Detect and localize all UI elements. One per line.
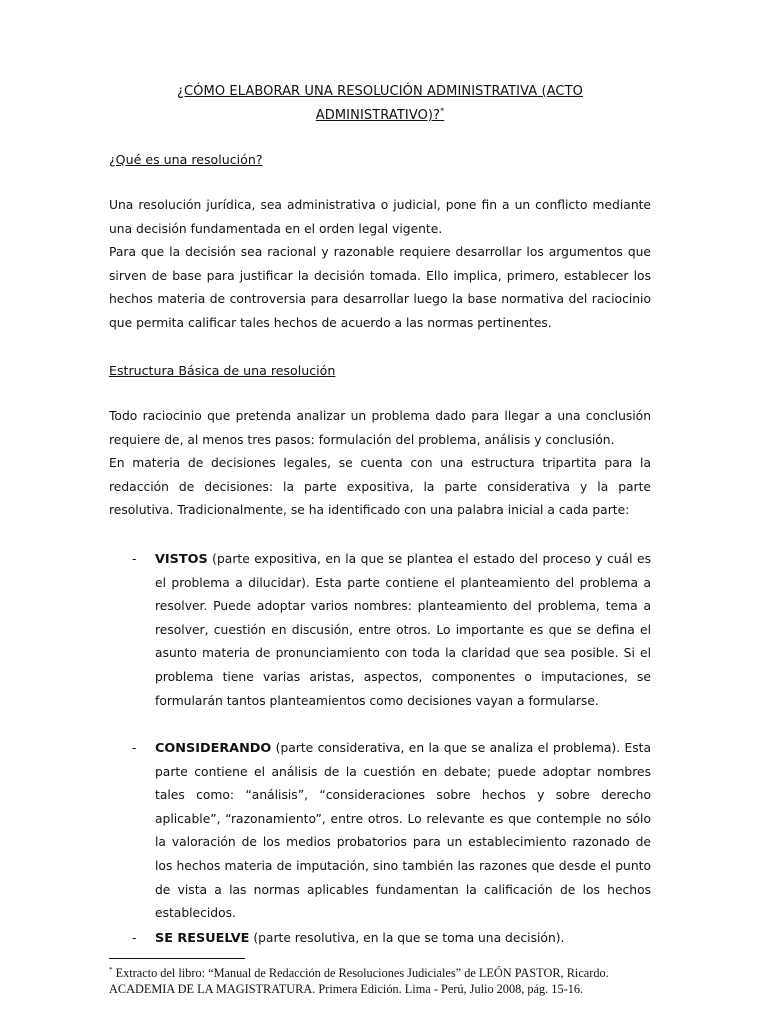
footnote-line-2: ACADEMIA DE LA MAGISTRATURA. Primera Edición. Lima - Perú, Julio 2008, pág. 15-16. bbox=[109, 982, 584, 997]
list-item-body bbox=[155, 737, 651, 926]
section-heading-estructura: Estructura Básica de una resolución bbox=[109, 363, 336, 378]
section-heading-que-es: ¿Qué es una resolución? bbox=[109, 152, 263, 167]
title-footnote-marker: * bbox=[440, 106, 445, 116]
paragraph-justification: Para que la decisión sea racional y razonable requiere desarrollar los argumentos que sirven de base para justificar la decisión tomada. Ello implica, primero, establecer los hechos materia de controversia para desarrollar luego la base normativa del raciocinio que permita calificar tales hechos de acuerdo a las normas pertinentes. bbox=[109, 245, 651, 330]
title-line-2-text: ADMINISTRATIVO)? bbox=[315, 108, 441, 123]
title-line-2 bbox=[109, 104, 651, 128]
list-item-text: (parte resolutiva, en la que se toma una decisión). bbox=[249, 931, 565, 945]
list-dash: - bbox=[132, 931, 137, 945]
title-line-1: ¿CÓMO ELABORAR UNA RESOLUCIÓN ADMINISTRATIVA (ACTO bbox=[177, 84, 583, 99]
list-dash: - bbox=[132, 741, 137, 755]
paragraph-tripartite-structure: En materia de decisiones legales, se cuenta con una estructura tripartita para la redacción de decisiones: la parte expositiva, la parte considerativa y la parte resolutiva. Tradicionalmente, se ha identificado con una palabra inicial a cada parte: bbox=[109, 456, 651, 518]
footnote-marker: * bbox=[109, 966, 113, 974]
footnote-separator bbox=[109, 958, 245, 959]
list-dash: - bbox=[132, 552, 137, 566]
list-item-text: (parte expositiva, en la que se plantea el estado del proceso y cuál es el problema a dilucidar). Esta parte contiene el planteamiento del problema a resolver. Puede adoptar varios nombres: planteamiento del problema, tema a resolver, cuestión en discusión, entre otros. Lo importante es que se defina el asunto materia de pronunciamiento con toda la claridad que sea posible. Si el problema tiene varias aristas, aspectos, componentes o imputaciones, se formularán tantos planteamientos como decisiones vayan a formularse. bbox=[155, 552, 651, 708]
footnote-line-1 bbox=[109, 962, 669, 981]
list-item-body bbox=[155, 548, 651, 713]
list-item-text: (parte considerativa, en la que se analiza el problema). Esta parte contiene el análisis de la cuestión en debate; puede adoptar nombres tales como: “análisis”, “consideraciones sobre hechos y sobre derecho aplicable”, “razonamiento”, entre otros. Lo relevante es que contemple no sólo la valoración de los medios probatorios para un establecimiento razonado de los hechos materia de imputación, sino también las razones que desde el punto de vista a las normas aplicables fundamentan la calificación de los hechos establecidos. bbox=[155, 741, 651, 921]
list-item-body bbox=[155, 927, 651, 951]
paragraph-definition: Una resolución jurídica, sea administrativa o judicial, pone fin a un conflicto mediante una decisión fundamentada en el orden legal vigente. bbox=[109, 198, 651, 236]
document-title bbox=[109, 80, 651, 128]
footnote bbox=[109, 962, 669, 997]
paragraph-reasoning-steps: Todo raciocinio que pretenda analizar un problema dado para llegar a una conclusión requiere de, al menos tres pasos: formulación del problema, análisis y conclusión. bbox=[109, 409, 651, 447]
list-item-keyword: VISTOS bbox=[155, 552, 208, 567]
footnote-text-1: Extracto del libro: “Manual de Redacción de Resoluciones Judiciales” de LEÓN PASTOR, Ricardo. bbox=[112, 966, 609, 981]
list-item-keyword: SE RESUELVE bbox=[155, 931, 250, 946]
list-item-keyword: CONSIDERANDO bbox=[155, 741, 272, 756]
